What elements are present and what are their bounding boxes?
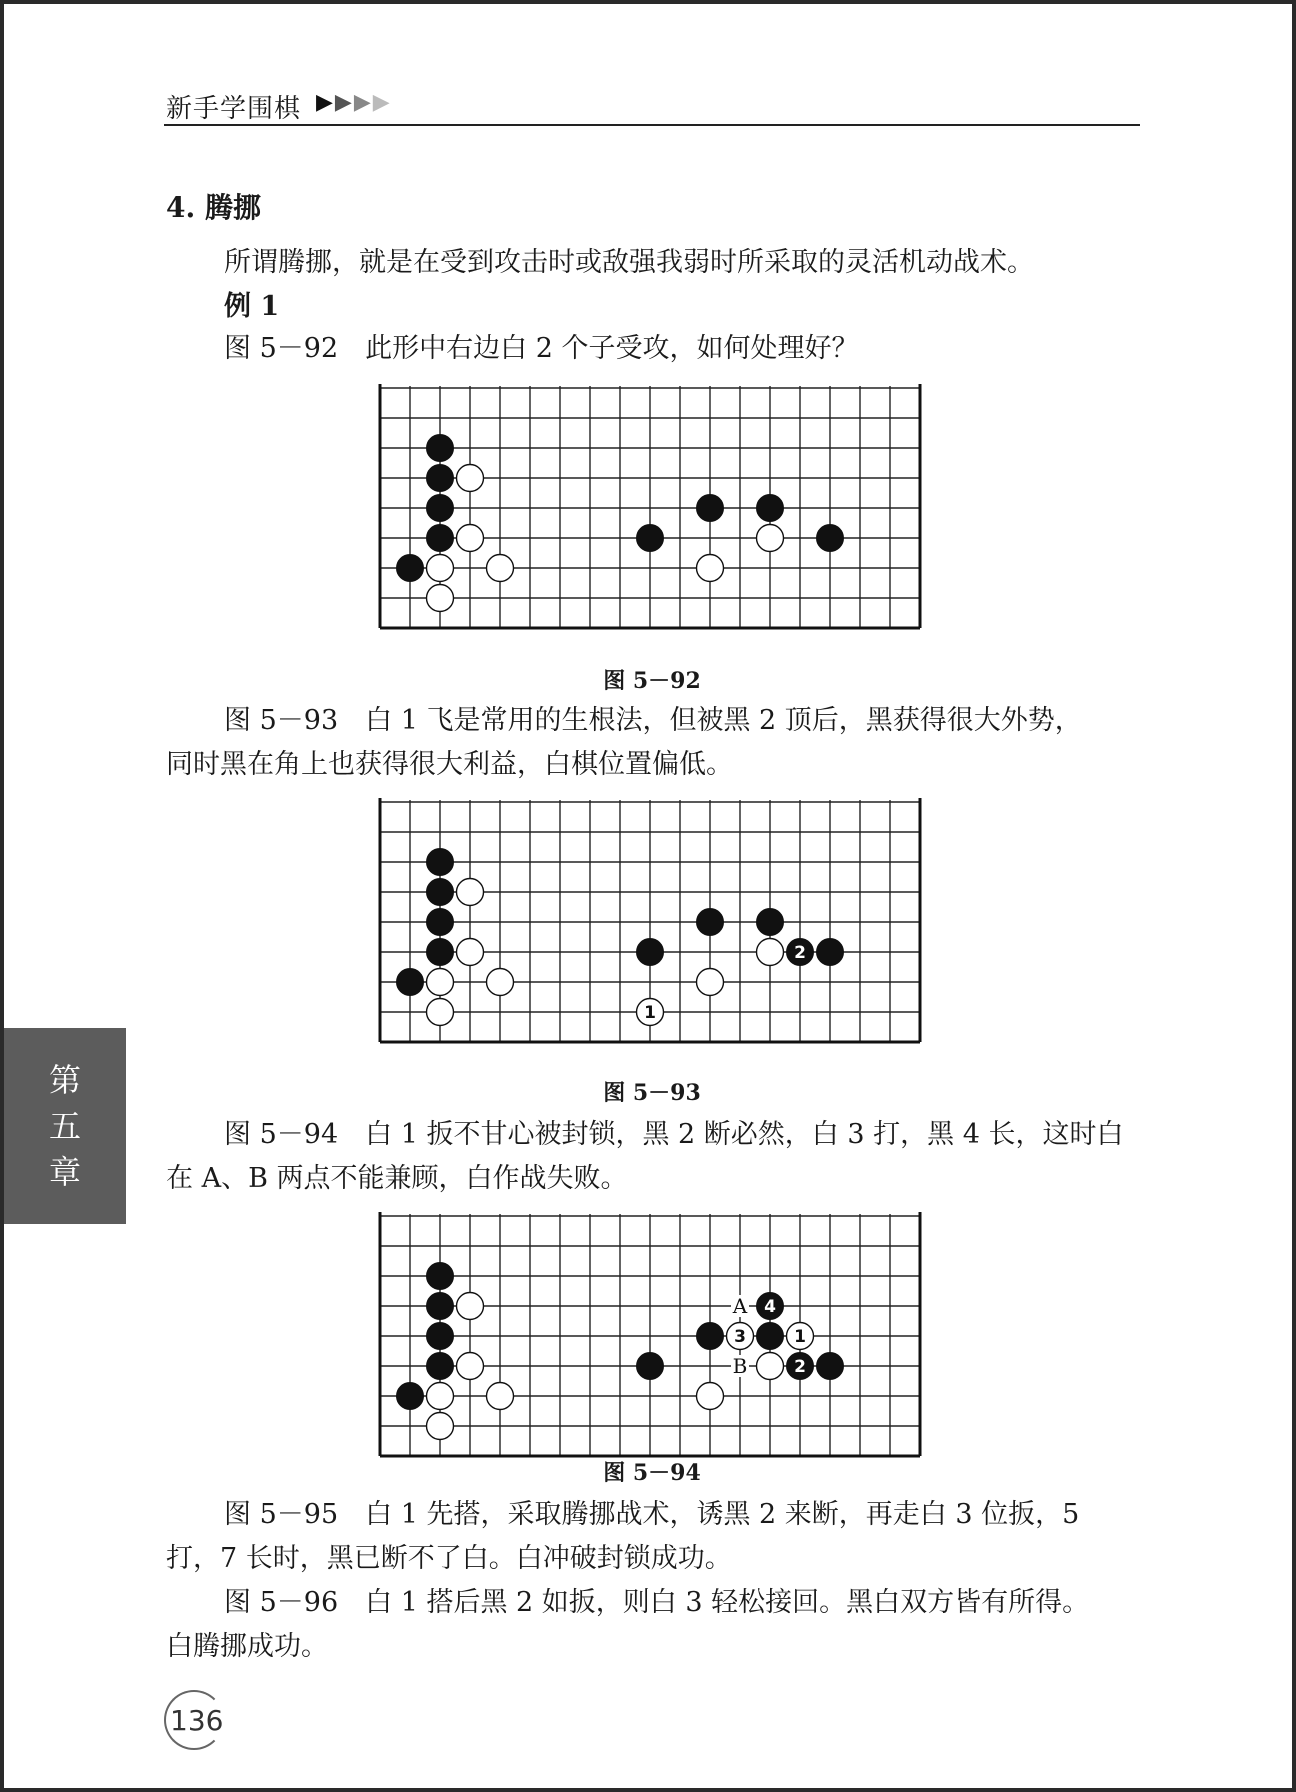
arrow-icon: ▶ (353, 90, 373, 115)
chapter-side-tab (4, 1028, 126, 1224)
black-stone (637, 1353, 664, 1380)
white-stone (427, 1383, 454, 1410)
white-stone (757, 939, 784, 966)
white-stone (487, 969, 514, 996)
chapter-tab-char: 第 (48, 1061, 81, 1099)
fig94-description-line1: 图 5－94 白 1 扳不甘心被封锁，黑 2 断必然，白 3 打，黑 4 长，这时白 (224, 1119, 1124, 1150)
fig93-description-line2: 同时黑在角上也获得很大利益，白棋位置偏低。 (166, 749, 733, 780)
header-rule (164, 124, 1140, 126)
arrow-icon: ▶ (372, 90, 392, 115)
fig92-description: 图 5－92 此形中右边白 2 个子受攻，如何处理好？ (224, 333, 859, 364)
white-stone (697, 555, 724, 582)
black-stone (427, 1263, 454, 1290)
chapter-tab-char: 章 (48, 1153, 81, 1191)
black-stone (697, 495, 724, 522)
black-stone (427, 435, 454, 462)
white-stone (457, 939, 484, 966)
white-stone (427, 1413, 454, 1440)
arrow-icon: ▶ (316, 90, 335, 115)
page-number: 136 (170, 1704, 224, 1737)
black-stone (757, 909, 784, 936)
fig92-caption: 图 5－92 (603, 668, 701, 694)
black-stone (427, 879, 454, 906)
black-stone (817, 1353, 844, 1380)
fig93-description-line1: 图 5－93 白 1 飞是常用的生根法，但被黑 2 顶后，黑获得很大外势， (224, 705, 1082, 736)
black-stone (427, 495, 454, 522)
fig94-description-line2: 在 A、B 两点不能兼顾，白作战失败。 (166, 1163, 628, 1194)
fig93-caption: 图 5－93 (603, 1080, 701, 1106)
black-stone (427, 939, 454, 966)
white-stone (457, 879, 484, 906)
fig95-description-line1: 图 5－95 白 1 先搭，采取腾挪战术，诱黑 2 来断，再走白 3 位扳，5 (224, 1499, 1080, 1530)
go-board-fig94 (376, 1212, 928, 1476)
black-stone (427, 1353, 454, 1380)
black-stone (427, 465, 454, 492)
white-stone (427, 585, 454, 612)
fig96-description-line1: 图 5－96 白 1 搭后黑 2 如扳，则白 3 轻松接回。黑白双方皆有所得。 (224, 1587, 1090, 1618)
white-stone (697, 1383, 724, 1410)
white-stone (757, 525, 784, 552)
black-stone (757, 1323, 784, 1350)
black-stone (397, 1383, 424, 1410)
white-stone (427, 555, 454, 582)
white-stone (487, 555, 514, 582)
go-board-fig92 (376, 384, 928, 648)
move-number: 3 (734, 1327, 746, 1347)
white-stone (697, 969, 724, 996)
black-stone (757, 495, 784, 522)
section-title: 4. 腾挪 (166, 191, 261, 224)
white-stone (457, 1293, 484, 1320)
white-stone (427, 969, 454, 996)
black-stone (697, 1323, 724, 1350)
example-label: 例 1 (224, 291, 280, 322)
black-stone (637, 939, 664, 966)
move-number: 1 (794, 1327, 806, 1347)
running-header: 新手学围棋 (166, 94, 302, 124)
white-stone (487, 1383, 514, 1410)
header-arrows (316, 90, 392, 115)
black-stone (637, 525, 664, 552)
move-number: 4 (764, 1297, 776, 1317)
move-number: 2 (794, 1357, 806, 1377)
white-stone (457, 525, 484, 552)
black-stone (697, 909, 724, 936)
arrow-icon: ▶ (334, 90, 354, 115)
fig96-description-line2: 白腾挪成功。 (166, 1631, 328, 1662)
black-stone (817, 939, 844, 966)
black-stone (817, 525, 844, 552)
fig94-caption: 图 5－94 (603, 1460, 701, 1486)
black-stone (397, 555, 424, 582)
go-board-fig93 (376, 798, 928, 1062)
point-label: B (732, 1354, 748, 1378)
move-number: 2 (794, 943, 806, 963)
move-number: 1 (644, 1003, 656, 1023)
intro-paragraph: 所谓腾挪，就是在受到攻击时或敌强我弱时所采取的灵活机动战术。 (224, 247, 1034, 278)
black-stone (427, 1323, 454, 1350)
fig95-description-line2: 打，7 长时，黑已断不了白。白冲破封锁成功。 (166, 1543, 732, 1574)
black-stone (427, 525, 454, 552)
black-stone (427, 849, 454, 876)
white-stone (457, 465, 484, 492)
point-label: A (732, 1294, 748, 1318)
white-stone (427, 999, 454, 1026)
black-stone (427, 909, 454, 936)
white-stone (457, 1353, 484, 1380)
white-stone (757, 1353, 784, 1380)
black-stone (397, 969, 424, 996)
chapter-tab-char: 五 (48, 1107, 81, 1145)
black-stone (427, 1293, 454, 1320)
